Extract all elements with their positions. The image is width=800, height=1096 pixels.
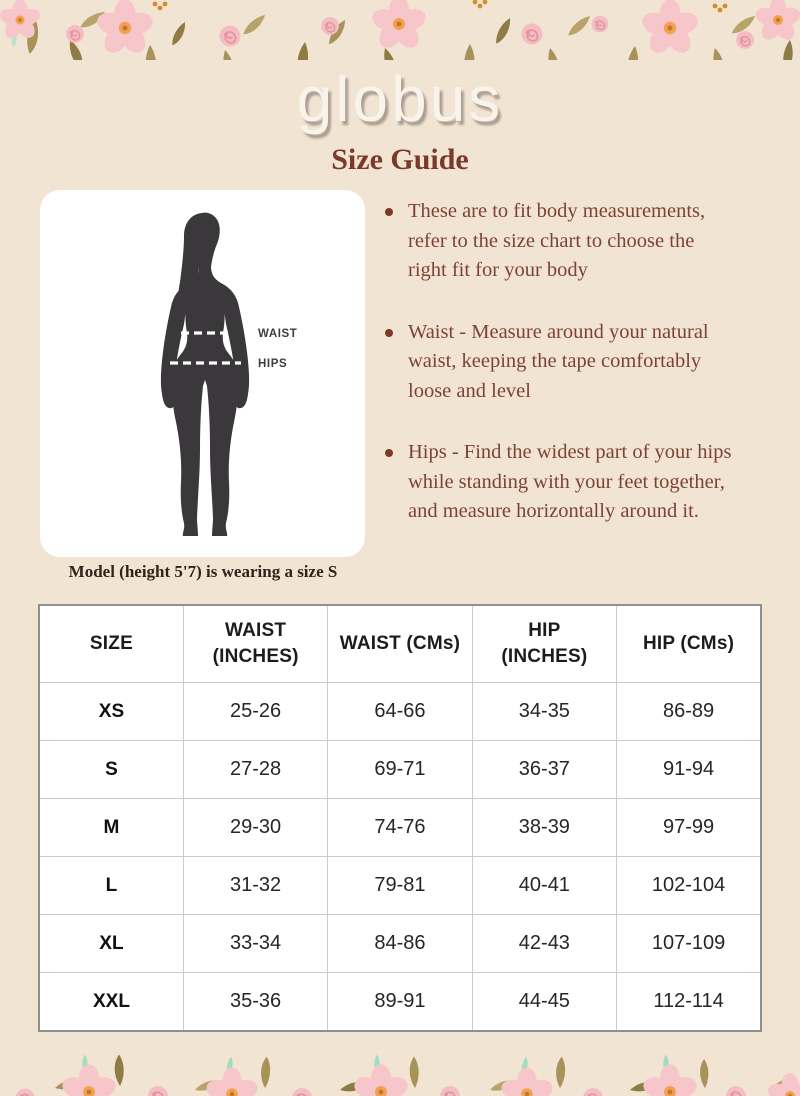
- table-row: L 31-32 79-81 40-41 102-104: [39, 857, 761, 915]
- column-header-waist-cms: WAIST (CMs): [328, 605, 472, 683]
- floral-garland-top-image: [0, 0, 800, 60]
- body-silhouette-image: [40, 190, 365, 557]
- waist-line-label: WAIST: [258, 328, 298, 340]
- table-row: XXL 35-36 89-91 44-45 112-114: [39, 973, 761, 1032]
- instruction-text: Waist - Measure around your natural waist, keeping the tape comfortably loose and level: [408, 320, 709, 402]
- bullet-dot-icon: [385, 329, 393, 337]
- floral-garland-bottom-image: [0, 1052, 800, 1096]
- size-chart-table: [38, 604, 762, 1032]
- table-row: S 27-28 69-71 36-37 91-94: [39, 741, 761, 799]
- column-header-waist-inches: WAIST (INCHES): [183, 605, 327, 683]
- table-row: M 29-30 74-76 38-39 97-99: [39, 799, 761, 857]
- instruction-text: Hips - Find the widest part of your hips while standing with your feet together, and measure horizontally around it.: [408, 441, 732, 522]
- instruction-item: [380, 438, 785, 527]
- brand-logo: globus: [296, 63, 504, 135]
- measurement-instructions: [380, 197, 785, 559]
- table-row: XL 33-34 84-86 42-43 107-109: [39, 915, 761, 973]
- body-measurement-figure-card: [40, 190, 365, 557]
- instruction-item: [380, 318, 785, 407]
- bullet-dot-icon: [385, 449, 393, 457]
- bullet-dot-icon: [385, 208, 393, 216]
- column-header-hip-cms: HIP (CMs): [617, 605, 761, 683]
- page-title: Size Guide: [331, 143, 469, 176]
- column-header-size: SIZE: [39, 605, 183, 683]
- model-size-caption: Model (height 5'7) is wearing a size S: [68, 562, 338, 581]
- table-row: XS 25-26 64-66 34-35 86-89: [39, 683, 761, 741]
- column-header-hip-inches: HIP (INCHES): [472, 605, 616, 683]
- size-chart-header-row: [39, 605, 761, 683]
- instruction-text: These are to fit body measurements, refer to the size chart to choose the right fit for your body: [408, 200, 706, 281]
- instruction-item: [380, 197, 785, 286]
- hips-line-label: HIPS: [258, 358, 288, 370]
